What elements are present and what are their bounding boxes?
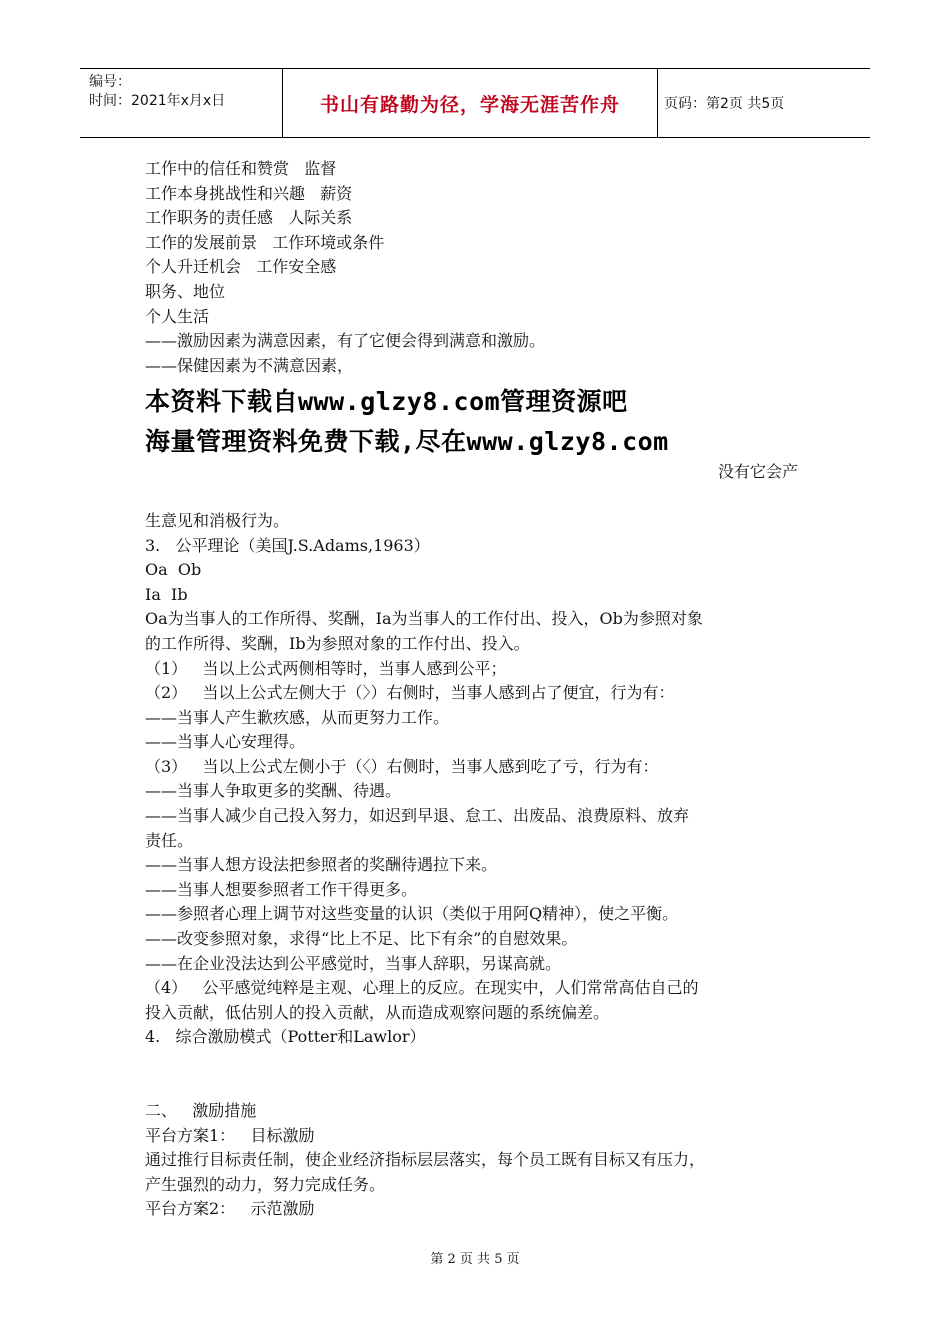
text-line: （2） 当以上公式左侧大于（〉）右侧时，当事人感到占了便宜，行为有： [145, 683, 675, 703]
number-label: 编号： [89, 74, 131, 90]
text-line: ——当事人争取更多的奖酬、待遇。 [145, 781, 402, 801]
text-line: （3） 当以上公式左侧小于（〈）右侧时，当事人感到吃了亏，行为有： [145, 756, 659, 776]
text-line: ——保健因素为不满意因素， [145, 355, 354, 375]
text-line: 平台方案1： 目标激励 [145, 1125, 315, 1145]
section-heading-equity-theory: 3. 公平理论（美国J.S.Adams,1963） [145, 535, 430, 555]
text-line: （1） 当以上公式两侧相等时，当事人感到公平； [145, 658, 507, 678]
watermark-line-1: 本资料下载自www.glzy8.com管理资源吧 [145, 387, 628, 417]
text-line: 平台方案2： 示范激励 [145, 1199, 315, 1219]
page-footer [0, 1248, 950, 1267]
text-line: 通过推行目标责任制，使企业经济指标层层落实，每个员工既有目标又有压力， [145, 1150, 706, 1170]
text-line: ——当事人心安理得。 [145, 732, 306, 752]
time-label: 时间：2021年x月x日 [89, 93, 226, 109]
text-line: ——当事人想方设法把参照者的奖酬待遇拉下来。 [145, 855, 498, 875]
section-heading-measures: 二、 激励措施 [145, 1101, 257, 1120]
text-line: 工作职务的责任感 人际关系 [145, 208, 353, 228]
header-page-cell [658, 69, 870, 137]
text-line: 职务、地位 [145, 281, 226, 301]
document-body [145, 157, 810, 1222]
text-line: ——当事人想要参照者工作干得更多。 [145, 879, 418, 899]
text-line: ——改变参照对象，求得“比上不足、比下有余”的自慰效果。 [145, 929, 578, 949]
text-line: 投入贡献，低估别人的投入贡献，从而造成观察问题的系统偏差。 [145, 1002, 610, 1022]
text-line: 工作本身挑战性和兴趣 薪资 [145, 183, 353, 203]
header-motto-cell [282, 69, 658, 137]
text-line: （4） 公平感觉纯粹是主观、心理上的反应。在现实中，人们常常高估自己的 [145, 978, 699, 998]
text-line: ——参照者心理上调节对这些变量的认识（类似于用阿Q精神），使之平衡。 [145, 904, 679, 924]
text-line: 工作的发展前景 工作环境或条件 [145, 232, 385, 252]
formula-denominator: Ia Ib [145, 584, 188, 604]
formula-numerator: Oa Ob [145, 560, 202, 580]
page-label: 页码：第2页 共5页 [664, 96, 785, 112]
text-line: 产生强烈的动力，努力完成任务。 [145, 1174, 386, 1194]
text-line: 工作中的信任和赞赏 监督 [145, 159, 337, 178]
text-line: ——激励因素为满意因素，有了它便会得到满意和激励。 [145, 331, 546, 351]
text-line: 个人升迁机会 工作安全感 [145, 257, 337, 277]
section-heading-comprehensive-model: 4. 综合激励模式（Potter和Lawlor） [145, 1027, 426, 1047]
text-line: 没有它会产 [717, 462, 798, 482]
text-line: 生意见和消极行为。 [145, 510, 290, 530]
text-line: ——当事人产生歉疚感，从而更努力工作。 [145, 707, 450, 727]
header-info-cell [80, 69, 282, 137]
text-line: ——在企业没法达到公平感觉时，当事人辞职，另谋高就。 [145, 953, 562, 973]
text-line: 的工作所得、奖酬，Ib为参照对象的工作付出、投入。 [145, 633, 530, 653]
text-line: 个人生活 [145, 306, 210, 326]
page-header [80, 68, 870, 138]
footer-page-number: 第 2 页 共 5 页 [430, 1252, 520, 1267]
text-line: ——当事人减少自己投入努力，如迟到早退、怠工、出废品、浪费原料、放弃 [145, 806, 690, 826]
text-line: 责任。 [145, 830, 194, 850]
motto-text: 书山有路勤为径，学海无涯苦作舟 [319, 93, 620, 116]
text-line: Oa为当事人的工作所得、奖酬，Ia为当事人的工作付出、投入，Ob为参照对象 [145, 609, 703, 629]
watermark-line-2: 海量管理资料免费下载,尽在www.glzy8.com [145, 427, 669, 457]
